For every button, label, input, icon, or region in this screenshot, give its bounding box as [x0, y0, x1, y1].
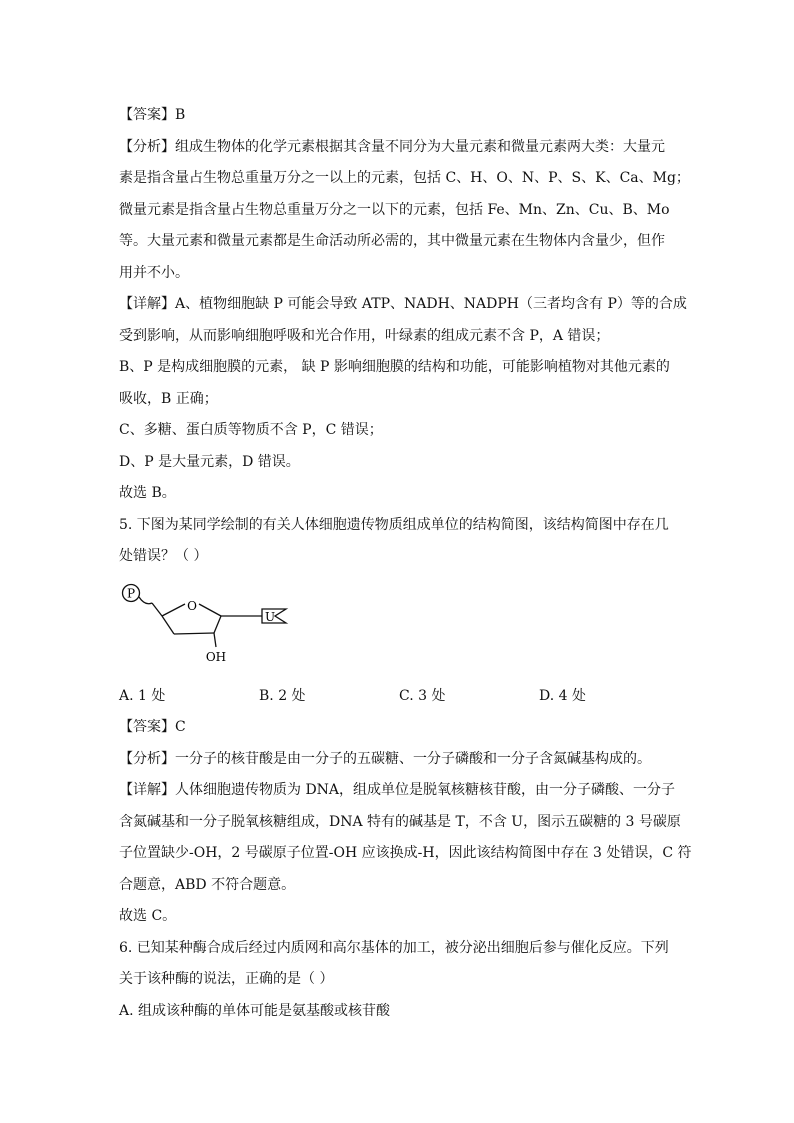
phosphate-bond — [139, 597, 152, 604]
q5-detail-line: 含氮碱基和一分子脱氧核糖组成，DNA 特有的碱基是 T，不含 U，图示五碳糖的 3 号碳原 — [119, 813, 681, 830]
ring-bond — [214, 616, 221, 633]
q4-detail-line: 【详解】A、植物细胞缺 P 可能会导致 ATP、NADH、NADPH（三者均含有 P）等的合成 — [119, 296, 687, 312]
option-c: C. 3 处 — [399, 687, 446, 704]
nucleotide-diagram — [119, 573, 679, 681]
option-b: B. 2 处 — [259, 687, 306, 704]
q5-detail-line: 【详解】人体细胞遗传物质为 DNA，组成单位是脱氧核糖核苷酸，由一分子磷酸、一分子 — [119, 782, 676, 798]
q4-answer: 【答案】B — [119, 107, 186, 123]
q4-conclusion: 故选 B。 — [119, 485, 176, 501]
ring-bond — [199, 604, 221, 616]
q5-options — [119, 681, 679, 713]
q4-analysis-line: 等。大量元素和微量元素都是生命活动所必需的，其中微量元素在生物体内含量少，但作 — [119, 233, 665, 249]
q6-stem-line: 6. 已知某种酶合成后经过内质网和高尔基体的加工，被分泌出细胞后参与催化反应。下列 — [119, 939, 669, 956]
q4-detail-line: C、多糖、蛋白质等物质不含 P，C 错误； — [119, 422, 383, 438]
q5-detail-line: 合题意，ABD 不符合题意。 — [119, 876, 296, 893]
q4-detail-line: B、P 是构成细胞膜的元素， 缺 P 影响细胞膜的结构和功能，可能影响植物对其他元素的 — [119, 359, 670, 375]
q4-analysis-line: 【分析】组成生物体的化学元素根据其含量不同分为大量元素和微量元素两大类：大量元 — [119, 138, 665, 155]
ring-oxygen-label: O — [187, 598, 197, 613]
c5-bond — [152, 603, 162, 616]
oh-bond — [214, 633, 216, 647]
document-content — [119, 100, 692, 1027]
q4-analysis-line: 微量元素是指含量占生物总重量万分之一以下的元素，包括 Fe、Mn、Zn、Cu、B、Mo — [119, 201, 670, 218]
option-d: D. 4 处 — [539, 687, 586, 704]
phosphate-label: P — [126, 586, 136, 600]
q4-detail-line: 吸收，B 正确； — [119, 390, 218, 407]
q4-analysis-line: 用并不小。 — [119, 264, 189, 281]
nucleotide-structure-svg — [112, 573, 332, 681]
option-a: A. 1 处 — [119, 687, 166, 704]
q4-detail-line: D、P 是大量元素，D 错误。 — [119, 453, 300, 470]
q5-answer: 【答案】C — [119, 719, 186, 735]
oh-label: OH — [205, 649, 227, 664]
q4-detail-line: 受到影响，从而影响细胞呼吸和光合作用，叶绿素的组成元素不含 P，A 错误； — [119, 327, 610, 344]
q6-option-a: A. 组成该种酶的单体可能是氨基酸或核苷酸 — [119, 1002, 391, 1019]
q5-analysis-line: 【分析】一分子的核苷酸是由一分子的五碳糖、一分子磷酸和一分子含氮碱基构成的。 — [119, 750, 651, 767]
q5-conclusion: 故选 C。 — [119, 908, 177, 924]
q5-stem-line: 5. 下图为某同学绘制的有关人体细胞遗传物质组成单位的结构简图，该结构简图中存在几 — [119, 516, 669, 533]
q4-analysis-line: 素是指含量占生物总重量万分之一以上的元素，包括 C、H、O、N、P、S、K、Ca、Mg； — [119, 170, 690, 186]
q6-stem-line: 关于该种酶的说法，正确的是（ ） — [119, 971, 334, 987]
ring-bond — [174, 633, 214, 634]
ring-bond — [162, 604, 185, 616]
q5-stem-line: 处错误？（ ） — [119, 548, 208, 564]
base-label: U — [264, 609, 276, 624]
q5-detail-line: 子位置缺少-OH，2 号碳原子位置-OH 应该换成-H，因此该结构简图中存在 3 处错误，C 符 — [119, 845, 692, 861]
ring-bond — [162, 616, 174, 634]
